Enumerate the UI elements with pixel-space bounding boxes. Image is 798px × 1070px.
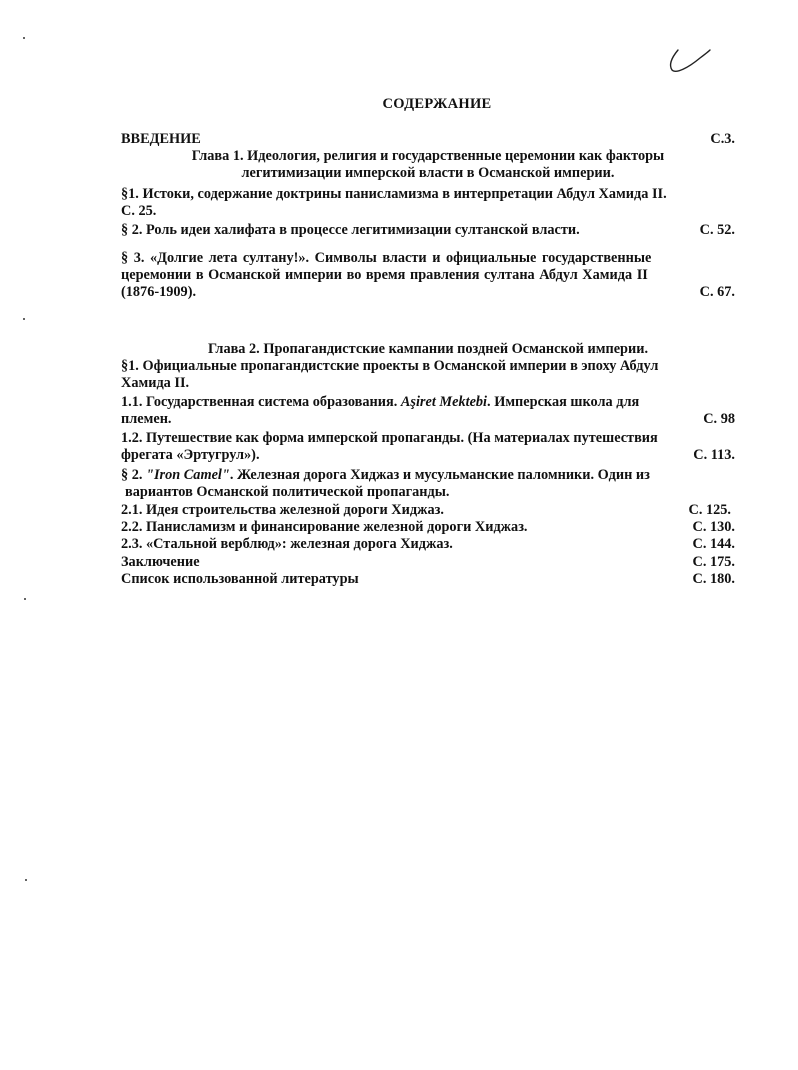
item-text-line: 1.2. Путешествие как форма имперской пропаганды. (На материалах путешествия (121, 430, 658, 446)
section-page: С. 25. (121, 203, 157, 220)
item-text: Список использованной литературы (121, 570, 359, 587)
intro-label: ВВЕДЕНИЕ (121, 131, 201, 147)
section-text: § 2. (121, 467, 147, 483)
chapter1-heading-line: легитимизации имперской власти в Османской империи. (241, 165, 615, 182)
chapter1-section2 (121, 222, 735, 239)
section-text-line: церемонии в Османской империи во время правления султана Абдул Хамида II (121, 267, 648, 284)
section-text-line: Хамида II. (121, 375, 190, 392)
item-text-line: фрегата «Эртугрул»). (121, 447, 260, 464)
intro-page: С.3. (710, 131, 735, 147)
section-text-line: § 3. «Долгие лета султану!». Символы власти и официальные государственные (121, 250, 652, 266)
toc-item-1-2 (121, 430, 735, 464)
chapter2-section2 (121, 467, 735, 501)
section-page: С. 67. (699, 284, 735, 301)
handwritten-mark-icon (664, 46, 712, 76)
item-text: 2.1. Идея строительства железной дороги Хиджаз. (121, 502, 444, 518)
page-title: СОДЕРЖАНИЕ (382, 96, 492, 112)
section-text-italic: "Iron Camel" (146, 467, 230, 483)
toc-item-conclusion (121, 554, 735, 571)
item-page: С. 175. (692, 553, 735, 570)
toc-intro (121, 131, 735, 148)
item-text: 2.3. «Стальной верблюд»: железная дорога Хиджаз. (121, 536, 453, 553)
section-text-line: (1876-1909). (121, 284, 197, 301)
section-text: § 2. Роль идеи халифата в процессе легитимизации султанской власти. (121, 222, 580, 238)
item-page: С. 113. (693, 447, 735, 464)
toc-item-2-2 (121, 519, 735, 536)
item-page: С. 180. (692, 570, 735, 587)
scan-dot (23, 37, 25, 39)
chapter1-heading (121, 148, 735, 182)
item-text: 1.1. Государственная система образования. (121, 394, 401, 410)
section-text: §1. Истоки, содержание доктрины панисламизма в интерпретации Абдул Хамида II. (121, 186, 667, 202)
chapter2-heading (121, 341, 735, 358)
section-page: С. 52. (699, 222, 735, 238)
item-text: 2.2. Панисламизм и финансирование железной дороги Хиджаз. (121, 519, 528, 536)
toc-item-bibliography (121, 571, 735, 588)
chapter2-heading-line: Глава 2. Пропагандистские кампании поздней Османской империи. (207, 341, 649, 357)
item-page: С. 125. (688, 502, 731, 518)
item-page: С. 144. (692, 536, 735, 553)
chapter1-section1 (121, 186, 735, 220)
scan-dot (24, 598, 26, 600)
chapter1-heading-line: Глава 1. Идеология, религия и государственные церемонии как факторы (191, 148, 665, 164)
section-text-line: вариантов Османской политической пропаганды. (125, 484, 450, 501)
scan-dot (23, 318, 25, 320)
item-text: Заключение (121, 553, 200, 570)
item-text-line: племен. (121, 411, 172, 428)
toc-item-2-3 (121, 536, 735, 553)
item-text-italic: Aşiret Mektebi (400, 394, 488, 410)
item-page: С. 130. (692, 519, 735, 536)
chapter2-section1 (121, 358, 735, 392)
section-text-line: §1. Официальные пропагандистские проекты в Османской империи в эпоху Абдул (121, 358, 659, 374)
toc-item-1-1 (121, 394, 735, 428)
toc-item-2-1 (121, 502, 735, 519)
chapter1-section3 (121, 250, 735, 302)
item-page: С. 98 (703, 411, 735, 428)
toc-tail-list (121, 502, 735, 588)
item-text: . Имперская школа для (487, 394, 640, 410)
section-text: . Железная дорога Хиджаз и мусульманские паломники. Один из (229, 467, 650, 483)
scan-dot (25, 879, 27, 881)
